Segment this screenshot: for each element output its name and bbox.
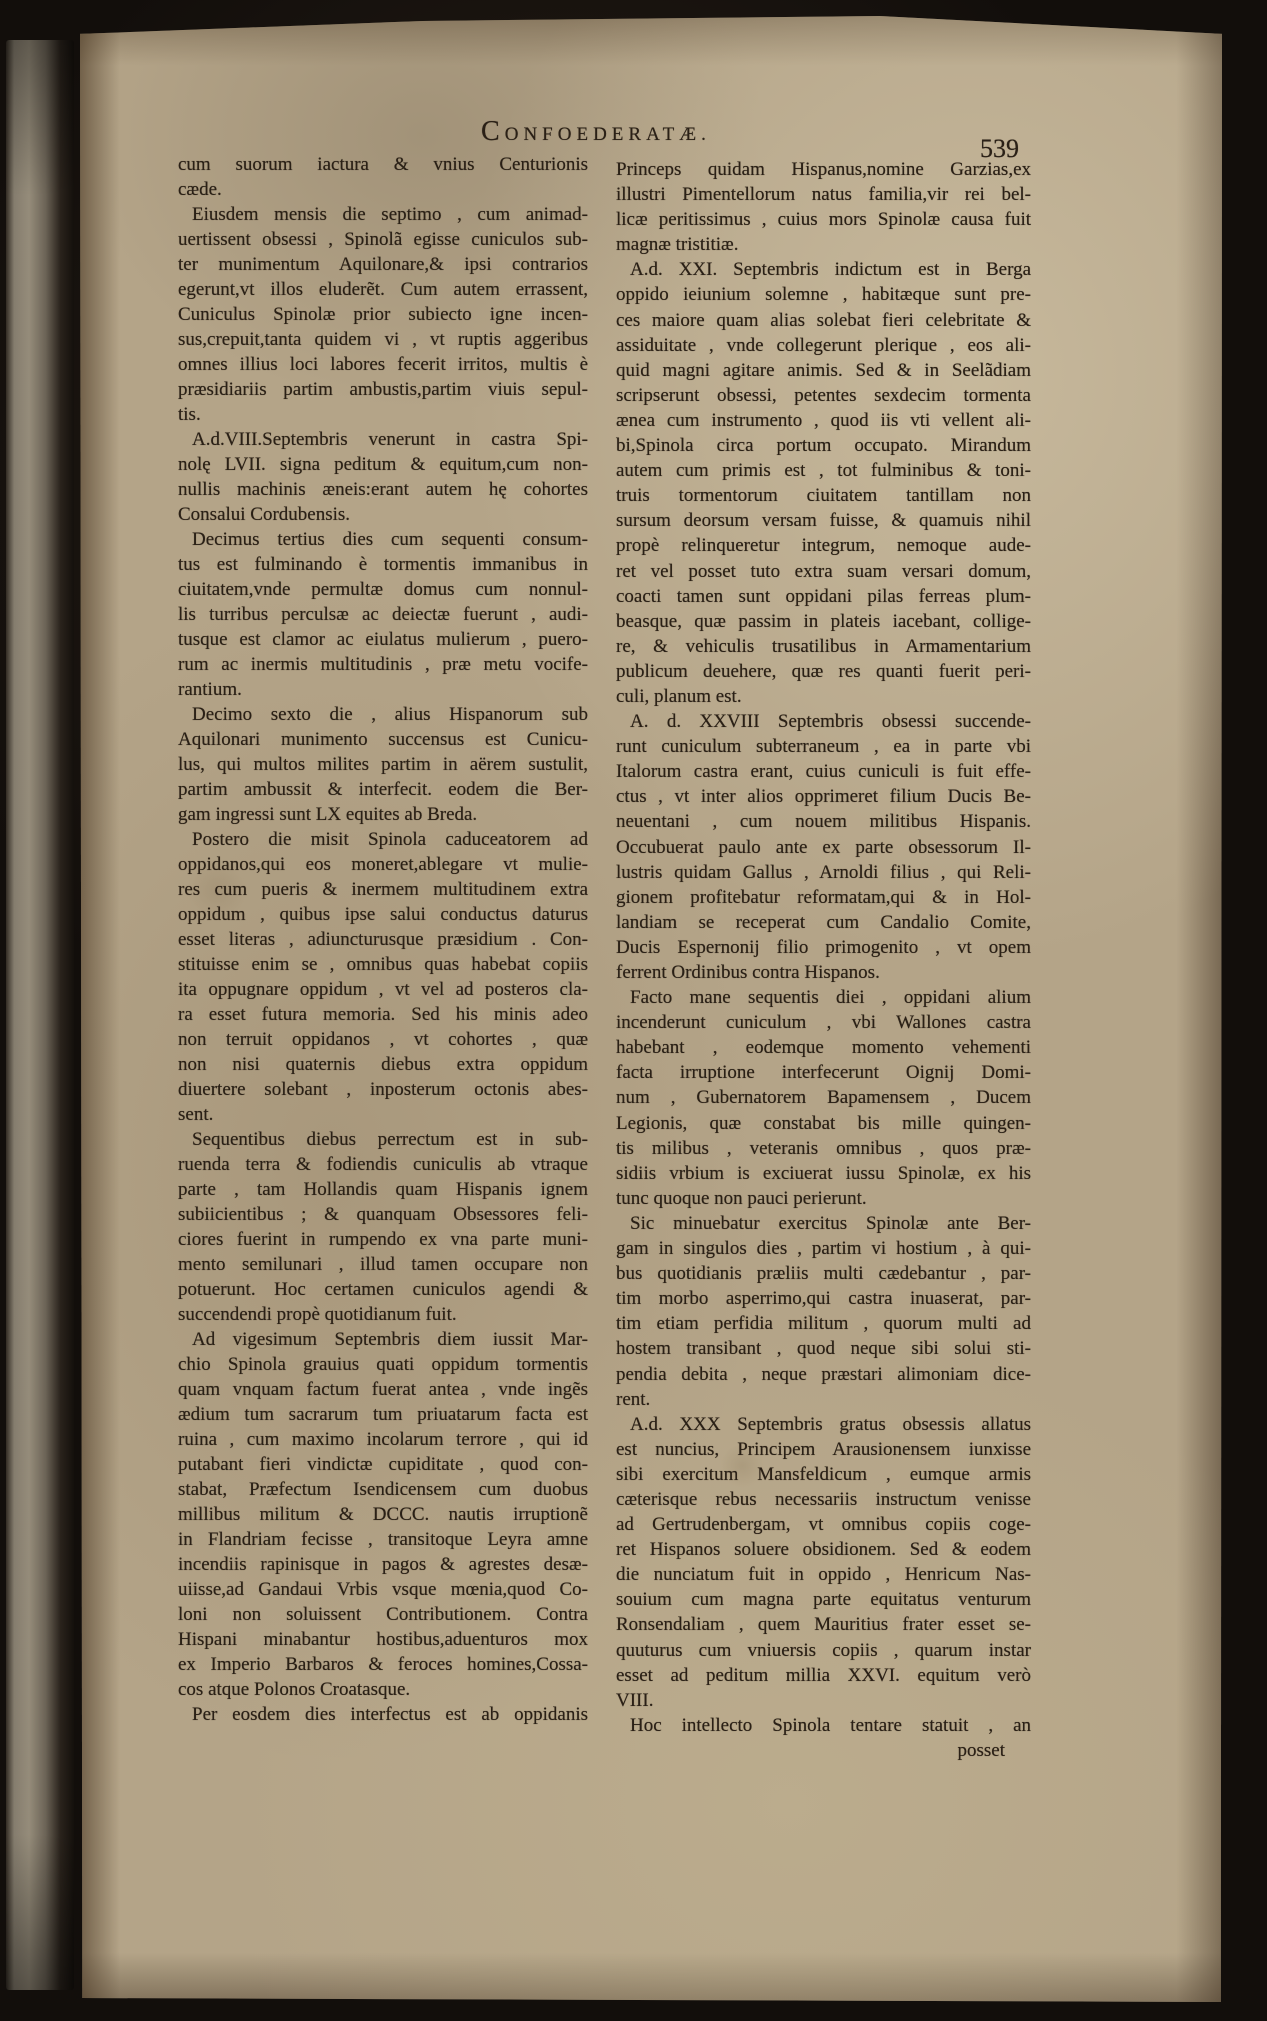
text-line: Sic minuebatur exercitus Spinolæ ante Ber- <box>630 1212 1031 1234</box>
text-line: gionem profitebatur reformatam,qui & in Hol- <box>616 886 1031 908</box>
text-line: Postero die misit Spinola caduceatorem ad <box>192 829 588 850</box>
text-line: cæterisque rebus necessariis instructum venisse <box>616 1488 1031 1510</box>
paragraph <box>178 702 588 827</box>
text-line: neuentani , cum nouem militibus Hispanis. <box>616 811 1031 833</box>
text-line: succendendi propè quotidianum fuit. <box>178 1304 457 1325</box>
text-line: Princeps quidam Hispanus,nomine Garzias,ex <box>616 159 1031 180</box>
text-line: ruina , cum maximo incolarum terrore , qui id <box>178 1429 588 1450</box>
right-column <box>616 157 1031 1738</box>
text-line: sidiis vrbium is exciuerat iussu Spinolæ, ex his <box>616 1162 1031 1184</box>
text-line: VIII. <box>616 1689 654 1711</box>
text-line: Legionis, quæ constabat bis mille quingen- <box>616 1112 1031 1134</box>
text-line: pendia debita , neque præstari alimoniam dice- <box>616 1363 1031 1385</box>
text-line: tus est fulminando è tormentis immanibus in <box>178 554 588 575</box>
text-line: Hispani minabantur hostibus,aduenturos mox <box>178 1629 588 1650</box>
paragraph <box>178 202 588 427</box>
text-line: tunc quoque non pauci perierunt. <box>616 1187 867 1209</box>
text-line: sent. <box>178 1104 214 1125</box>
text-line: non terruit oppidanos , vt cohortes , quæ <box>178 1029 588 1050</box>
text-line: lustris quidam Gallus , Arnoldi filius , qui Reli- <box>616 861 1031 883</box>
text-line: oppidanos,qui eos moneret,ablegare vt mulie- <box>178 854 588 875</box>
text-line: die nunciatum fuit in oppido , Henricum Nas- <box>616 1564 1031 1586</box>
text-line: est nuncius, Principem Arausionensem iunxisse <box>616 1438 1031 1460</box>
text-line: Eiusdem mensis die septimo , cum animad- <box>192 204 588 225</box>
paragraph <box>178 1327 588 1702</box>
paragraph <box>178 427 588 527</box>
paragraph <box>616 257 1031 709</box>
text-line: partim ambussit & interfecit. eodem die Ber- <box>178 779 588 800</box>
paragraph <box>178 152 588 202</box>
text-line: rum ac inermis multitudinis , præ metu vocife- <box>178 654 588 675</box>
text-line: tis. <box>178 404 201 425</box>
text-line: truis tormentorum ciuitatem tantillam non <box>616 485 1031 507</box>
paragraph <box>178 1127 588 1327</box>
text-line: runt cuniculum subterraneum , ea in parte vbi <box>616 736 1031 758</box>
text-line: loni non soluissent Contributionem. Contra <box>178 1604 588 1625</box>
text-line: Facto mane sequentis diei , oppidani alium <box>630 987 1031 1009</box>
text-line: ciores fuerint in rumpendo ex vna parte muni- <box>178 1229 588 1250</box>
text-line: gam ingressi sunt LX equites ab Breda. <box>178 804 478 825</box>
text-line: esset literas , adiuncturusque præsidium . Con- <box>178 929 588 950</box>
text-line: ferrent Ordinibus contra Hispanos. <box>616 962 880 983</box>
text-line: putabant fieri vindictæ cupiditate , quod con- <box>178 1454 588 1475</box>
text-line: A.d.VIII.Septembris venerunt in castra Spi- <box>192 429 588 450</box>
text-line: uiisse,ad Gandaui Vrbis vsque mœnia,quod Co- <box>178 1579 588 1600</box>
text-line: culi, planum est. <box>616 685 742 707</box>
text-line: omnes illius loci labores fecerit irritos, multis è <box>178 354 588 375</box>
paragraph <box>616 1713 1031 1738</box>
text-line: Ronsendaliam , quem Mauritius frater esset se- <box>616 1614 1031 1636</box>
text-line: sursum deorsum versam fuisse, & quamuis nihil <box>616 510 1031 532</box>
text-line: Consalui Cordubensis. <box>178 504 351 525</box>
text-line: ra esset futura memoria. Sed his minis adeo <box>178 1004 588 1025</box>
text-line: sus,crepuit,tanta quidem vi , vt ruptis aggeribus <box>178 329 588 350</box>
text-line: quam vnquam factum fuerat antea , vnde ingẽs <box>178 1379 588 1400</box>
paragraph <box>616 709 1031 985</box>
paragraph <box>616 1412 1031 1713</box>
text-line: bus quotidianis præliis multi cædebantur , par- <box>616 1263 1031 1285</box>
paragraph <box>178 827 588 1127</box>
facing-page-edge <box>6 40 74 1990</box>
text-line: assiduitate , vnde collegerunt plerique , eos ali- <box>616 334 1031 356</box>
text-line: tim etiam perfidia militum , quorum multi ad <box>616 1313 1031 1335</box>
text-line: uertissent obsessi , Spinolã egisse cuniculos sub- <box>178 229 588 250</box>
text-line: ex Imperio Barbaros & feroces homines,Cossa- <box>178 1654 588 1675</box>
text-line: Decimo sexto die , alius Hispanorum sub <box>192 704 588 725</box>
text-line: rent. <box>616 1388 651 1410</box>
text-line: tis milibus , veteranis omnibus , quos præ- <box>616 1137 1031 1159</box>
text-line: diuertere solebant , inposterum octonis abes- <box>178 1079 588 1100</box>
text-line: incenderunt cuniculum , vbi Wallones castra <box>616 1012 1031 1034</box>
text-line: stituisse enim se , omnibus quas habebat copiis <box>178 954 588 975</box>
text-line: facta irruptione interfecerunt Oignij Domi- <box>616 1062 1031 1084</box>
paragraph <box>616 1211 1031 1412</box>
text-line: Occubuerat paulo ante ex parte obsessorum Il- <box>616 836 1031 858</box>
paragraph <box>616 157 1031 257</box>
text-line: nullis machinis æneis:erant autem hę cohortes <box>178 479 588 500</box>
text-line: magnæ tristitiæ. <box>616 234 739 256</box>
text-line: potuerunt. Hoc certamen cuniculos agendi & <box>178 1279 588 1300</box>
page-number: 539 <box>980 134 1019 163</box>
text-line: quid magni agitare animis. Sed & in Seelãdiam <box>616 359 1031 381</box>
text-line: gam in singulos dies , partim vi hostium , à qui- <box>616 1238 1031 1260</box>
text-line: bi,Spinola circa portum occupato. Mirandum <box>616 435 1031 457</box>
text-line: autem cum primis est , tot fulminibus & toni- <box>616 460 1031 482</box>
text-line: mento semilunari , illud tamen occupare non <box>178 1254 588 1275</box>
left-column <box>178 152 588 1727</box>
text-line: ciuitatem,vnde permultæ domus cum nonnul- <box>178 579 588 600</box>
text-line: stabat, Præfectum Isendicensem cum duobus <box>178 1479 588 1500</box>
text-line: tusque est clamor ac eiulatus mulierum , puero- <box>178 629 588 650</box>
text-line: num , Gubernatorem Bapamensem , Ducem <box>616 1087 1031 1109</box>
text-line: illustri Pimentellorum natus familia,vir rei bel- <box>616 184 1031 206</box>
text-line: lis turribus perculsæ ac deiectæ fuerunt , audi- <box>178 604 588 625</box>
text-line: egerunt,vt illos eluderẽt. Cum autem errassent, <box>178 279 588 300</box>
text-line: ret Hispanos soluere obsidionem. Sed & eodem <box>616 1539 1031 1561</box>
text-line: A. d. XXVIII Septembris obsessi succende- <box>630 711 1031 733</box>
text-line: cos atque Polonos Croatasque. <box>178 1679 411 1700</box>
text-line: Ad vigesimum Septembris diem iussit Mar- <box>192 1329 588 1350</box>
text-line: landiam se receperat cum Candalio Comite, <box>616 911 1031 933</box>
text-line: Decimus tertius dies cum sequenti consum- <box>192 529 588 550</box>
text-line: cæde. <box>178 179 222 200</box>
text-line: beasque, quæ passim in plateis iacebant, collige- <box>616 610 1031 632</box>
text-line: parte , tam Hollandis quam Hispanis ignem <box>178 1179 588 1200</box>
text-line: præsidiariis partim ambustis,partim viuis sepul- <box>178 379 588 400</box>
paragraph <box>178 527 588 702</box>
paragraph <box>178 1702 588 1727</box>
text-line: Sequentibus diebus perrectum est in sub- <box>192 1129 588 1150</box>
text-line: habebant , eodemque momento vehementi <box>616 1037 1031 1059</box>
text-line: millibus militum & DCCC. nautis irruptionẽ <box>178 1504 588 1525</box>
text-line: esset ad peditum millia XXVI. equitum verò <box>616 1664 1031 1686</box>
text-line: A.d. XXX Septembris gratus obsessis allatus <box>630 1413 1031 1435</box>
text-line: ces maiore quam alias solebat fieri celebritate & <box>616 309 1031 331</box>
text-line: tim morbo asperrimo,qui castra inuaserat, par- <box>616 1288 1031 1310</box>
text-line: sibi exercitum Mansfeldicum , eumque armis <box>616 1463 1031 1485</box>
text-line: ter munimentum Aquilonare,& ipsi contrarios <box>178 254 588 275</box>
text-line: oppido ieiunium solemne , habitæque sunt pre- <box>616 284 1031 306</box>
text-line: ædium tum sacrarum tum priuatarum facta est <box>178 1404 588 1425</box>
text-line: incendiis rapinisque in pagos & agrestes desæ- <box>178 1554 588 1575</box>
text-line: lus, qui multos milites partim in aërem sustulit, <box>178 754 588 775</box>
text-line: Italorum castra erant, cuius cuniculi is fuit effe- <box>616 761 1031 783</box>
text-line: licæ peritissimus , cuius mors Spinolæ causa fuit <box>616 209 1031 231</box>
paragraph <box>616 985 1031 1211</box>
text-line: hostem transibant , quod neque sibi solui sti- <box>616 1338 1031 1360</box>
text-line: propè relinqueretur integrum, nemoque aude- <box>616 535 1031 557</box>
text-line: re, & vehiculis trusatilibus in Armamentarium <box>616 635 1031 657</box>
text-line: scripserunt obsessi, petentes sexdecim tormenta <box>616 384 1031 406</box>
text-line: in Flandriam fecisse , transitoque Leyra amne <box>178 1529 588 1550</box>
text-line: Cuniculus Spinolæ prior subiecto igne incen- <box>178 304 588 325</box>
text-line: ænea cum instrumento , quod iis vti vellent ali- <box>616 409 1031 431</box>
catchword: posset <box>957 1740 1005 1761</box>
text-line: rantium. <box>178 679 242 700</box>
text-line: publicum deuehere, quæ res quanti fuerit peri- <box>616 660 1031 682</box>
text-line: ita oppugnare oppidum , vt vel ad posteros cla- <box>178 979 588 1000</box>
text-line: souium cum magna parte equitatus venturum <box>616 1589 1031 1611</box>
text-line: nolę LVII. signa peditum & equitum,cum non- <box>178 454 588 475</box>
text-line: Aquilonari munimento succensus est Cunicu- <box>178 729 588 750</box>
text-line: res cum pueris & inermem multitudinem extra <box>178 879 588 900</box>
text-line: Hoc intellecto Spinola tentare statuit , an <box>630 1714 1031 1736</box>
text-line: non nisi quaternis diebus extra oppidum <box>178 1054 588 1075</box>
text-line: Per eosdem dies interfectus est ab oppidanis <box>192 1704 588 1725</box>
text-line: A.d. XXI. Septembris indictum est in Berga <box>630 259 1031 281</box>
text-line: ruenda terra & fodiendis cuniculis ab vtraque <box>178 1154 588 1175</box>
text-line: chio Spinola grauius quati oppidum tormentis <box>178 1354 588 1375</box>
text-line: Ducis Espernonij filio primogenito , vt opem <box>616 936 1031 958</box>
running-head: CONFOEDERATÆ. <box>481 116 711 147</box>
text-line: ad Gertrudenbergam, vt omnibus copiis coge- <box>616 1514 1031 1536</box>
text-line: subiicientibus ; & quanquam Obsessores feli- <box>178 1204 588 1225</box>
text-line: ctus , vt inter alios opprimeret filium Ducis Be- <box>616 786 1031 808</box>
text-line: coacti tamen sunt oppidani pilas ferreas plum- <box>616 585 1031 607</box>
text-line: quuturus cum vniuersis copiis , quarum instar <box>616 1639 1031 1661</box>
text-line: cum suorum iactura & vnius Centurionis <box>178 154 588 175</box>
text-line: ret vel posset tuto extra suam versari domum, <box>616 560 1031 582</box>
text-line: oppidum , quibus ipse salui conductus daturus <box>178 904 588 925</box>
